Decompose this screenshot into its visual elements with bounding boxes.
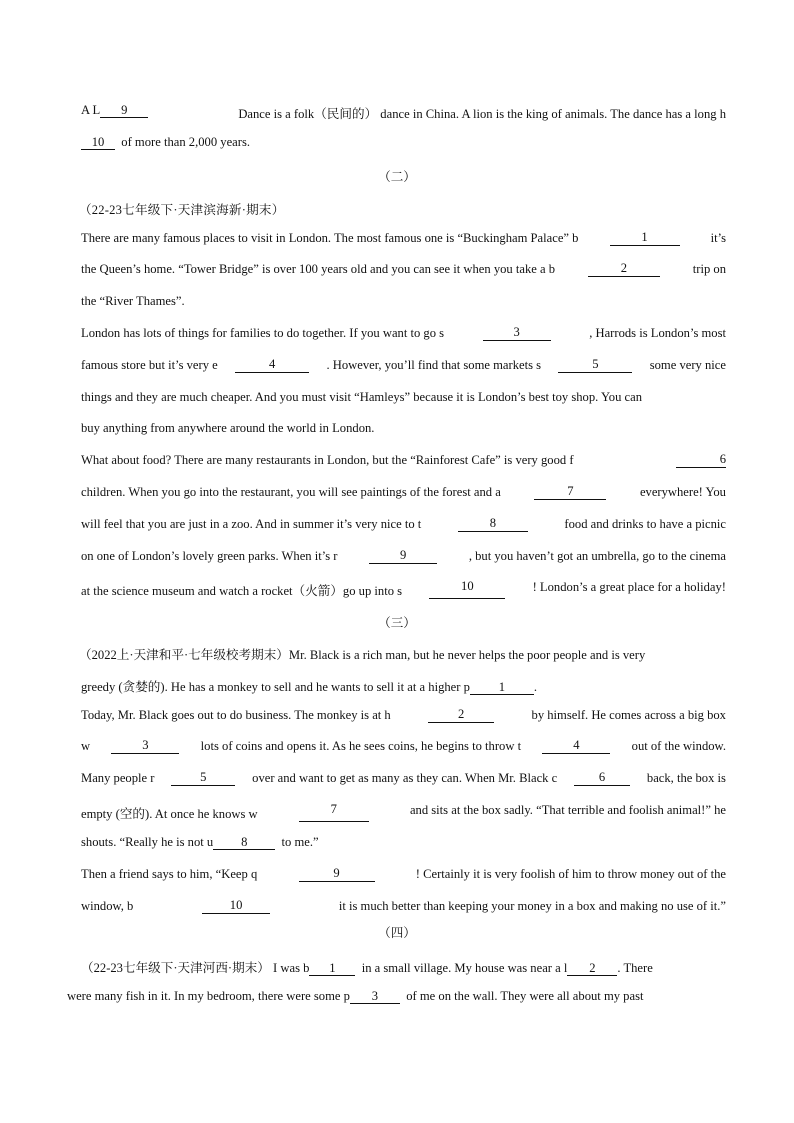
text-line [81, 453, 726, 468]
text-segment: w [81, 739, 91, 753]
text-segment: , Harrods is London’s most [589, 326, 726, 340]
text-segment: There are many famous places to visit in London. The most famous one is “Buckingham Palace” b [81, 231, 579, 245]
blank-4[interactable]: 4 [235, 358, 309, 373]
text-line [81, 135, 250, 150]
text-segment: food and drinks to have a picnic [564, 517, 726, 531]
text-line [81, 326, 726, 341]
text-line: the “River Thames”. [81, 294, 185, 308]
text-line [81, 739, 726, 754]
text-line [81, 103, 726, 122]
text-segment: What about food? There are many restaurants in London, but the “Rainforest Cafe” is very good f [81, 453, 574, 467]
text-segment: （22-23七年级下·天津河西·期末） I was b [81, 961, 310, 975]
text-line [81, 957, 653, 976]
text-segment: by himself. He comes across a big box [531, 708, 726, 722]
text-segment: in a small village. My house was near a l [361, 961, 568, 975]
blank-9[interactable]: 9 [100, 104, 148, 118]
text-segment: , but you haven’t got an umbrella, go to the cinema [468, 549, 726, 563]
text-segment: window, b [81, 899, 134, 913]
blank-2[interactable]: 2 [567, 962, 617, 976]
text-segment: Today, Mr. Black goes out to do business. The monkey is at h [81, 708, 391, 722]
text-segment: it’s [710, 231, 726, 245]
text-line [81, 358, 726, 373]
text-line [81, 771, 726, 786]
blank-10[interactable]: 10 [81, 136, 115, 150]
text-line [81, 803, 726, 822]
text-line [81, 517, 726, 532]
blank-7[interactable]: 7 [534, 485, 606, 500]
text-segment: lots of coins and opens it. As he sees coins, he begins to throw t [200, 739, 522, 753]
text-line [81, 899, 726, 914]
blank-1[interactable]: 1 [470, 681, 534, 695]
text-line [81, 485, 726, 500]
text-line [81, 867, 726, 882]
text-segment: greedy (贪婪的). He has a monkey to sell and he wants to sell it at a higher p [81, 680, 470, 694]
text-segment: over and want to get as many as they can. When Mr. Black c [252, 771, 558, 785]
blank-8[interactable]: 8 [213, 836, 275, 850]
text-line [81, 262, 726, 277]
text-segment: ! Certainly it is very foolish of him to throw money out of the [415, 867, 726, 881]
text-segment: on one of London’s lovely green parks. When it’s r [81, 549, 338, 563]
text-segment: London has lots of things for families to do together. If you want to go s [81, 326, 445, 340]
blank-2[interactable]: 2 [428, 708, 494, 723]
text-segment: famous store but it’s very e [81, 358, 218, 372]
text-line [79, 644, 726, 663]
text-segment: Then a friend says to him, “Keep q [81, 867, 258, 881]
text-segment: at the science museum and watch a rocket（火箭）go up into s [81, 584, 403, 598]
text-segment: empty (空的). At once he knows w [81, 807, 258, 821]
text-segment: children. When you go into the restaurant, you will see paintings of the forest and a [81, 485, 501, 499]
text-segment: . [533, 680, 538, 694]
blank-10[interactable]: 10 [429, 580, 505, 599]
blank-1[interactable]: 1 [309, 962, 355, 976]
text-line [81, 231, 726, 246]
text-segment: out of the window. [631, 739, 726, 753]
text-segment: things and they are much cheaper. And you must visit “Hamleys” because it is London’s best toy shop. You can [81, 390, 643, 404]
blank-5[interactable]: 5 [171, 771, 235, 786]
text-segment: were many fish in it. In my bedroom, there were some p [67, 989, 350, 1003]
text-segment: shouts. “Really he is not u [81, 835, 214, 849]
text-segment: it is much better than keeping your money in a box and making no use of it.” [338, 899, 726, 913]
blank-5[interactable]: 5 [558, 358, 632, 373]
text-segment: ! London’s a great place for a holiday! [532, 580, 726, 594]
text-segment: everywhere! You [639, 485, 726, 499]
text-segment: . There [617, 961, 653, 975]
text-segment: （2022上·天津和平·七年级校考期末）Mr. Black is a rich man, but he never helps the poor people and is very [79, 648, 646, 662]
text-segment: trip on [692, 262, 726, 276]
blank-9[interactable]: 9 [299, 867, 375, 882]
text-segment: some very nice [649, 358, 726, 372]
blank-3[interactable]: 3 [350, 990, 400, 1004]
blank-2[interactable]: 2 [588, 262, 660, 277]
blank-4[interactable]: 4 [542, 739, 610, 754]
blank-3[interactable]: 3 [483, 326, 551, 341]
section-heading: （三） [378, 616, 416, 630]
text-segment: will feel that you are just in a zoo. And in summer it’s very nice to t [81, 517, 422, 531]
blank-10[interactable]: 10 [202, 899, 270, 914]
text-line [67, 989, 643, 1004]
text-line [81, 708, 726, 723]
text-segment: of more than 2,000 years. [121, 135, 250, 149]
section-heading: （二） [378, 170, 416, 184]
text-line: buy anything from anywhere around the world in London. [81, 421, 375, 435]
text-segment: . However, you’ll find that some markets s [326, 358, 542, 372]
text-segment: of me on the wall. They were all about my past [406, 989, 644, 1003]
text-segment: Dance is a folk（民间的） dance in China. A lion is the king of animals. The dance has a long h [238, 107, 726, 121]
text-segment: to me.” [281, 835, 319, 849]
text-line [81, 390, 726, 405]
text-segment: Many people r [81, 771, 155, 785]
blank-9[interactable]: 9 [369, 549, 437, 564]
text-line [81, 549, 726, 564]
blank-8[interactable]: 8 [458, 517, 528, 532]
text-line [81, 580, 726, 599]
blank-1[interactable]: 1 [610, 231, 680, 246]
text-line [81, 676, 537, 695]
text-line [81, 835, 319, 850]
text-segment: back, the box is [646, 771, 726, 785]
section-heading: （四） [378, 926, 416, 940]
text-segment: and sits at the box sadly. “That terrible and foolish animal!” he [409, 803, 726, 817]
text-segment: A L [81, 103, 101, 117]
text-segment: the Queen’s home. “Tower Bridge” is over 100 years old and you can see it when you take a b [81, 262, 556, 276]
blank-3[interactable]: 3 [111, 739, 179, 754]
blank-6[interactable]: 6 [676, 453, 726, 468]
blank-6[interactable]: 6 [574, 771, 630, 786]
blank-7[interactable]: 7 [299, 803, 369, 822]
question-source: （22-23七年级下·天津滨海新·期末） [79, 203, 285, 217]
